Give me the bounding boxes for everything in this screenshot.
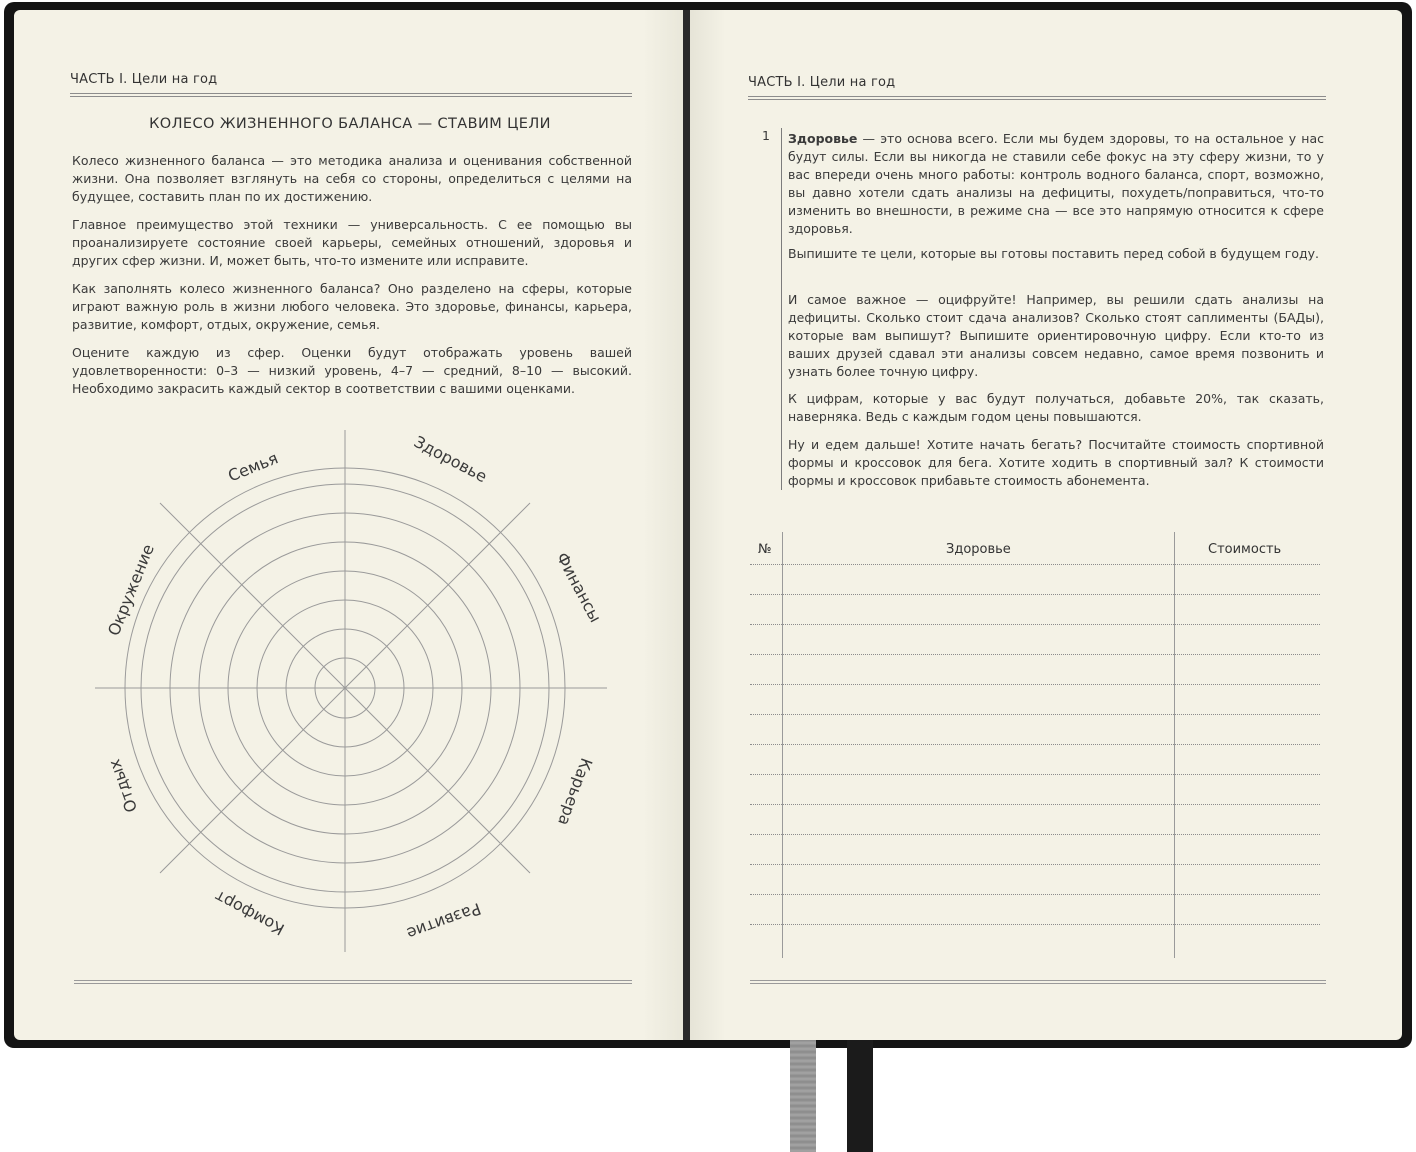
right-paragraph-4: К цифрам, которые у вас будут получаться, добавьте 20%, так сказать, наверняка. Ведь с каждым годом цены повышаются. xyxy=(788,391,1324,424)
table-row-line xyxy=(750,564,1320,565)
right-paragraph-5: Ну и едем дальше! Хотите начать бегать? Посчитайте стоимость спортивной формы и кроссовок для бега. Хотите ходить в спортивный зал? К стоимости формы и кроссовок прибавьте стоимость абонемента. xyxy=(788,437,1324,488)
right-running-head: ЧАСТЬ I. Цели на год xyxy=(748,75,896,90)
right-paragraph-1 xyxy=(788,130,1324,238)
table-row-line xyxy=(750,624,1320,625)
table-row-line xyxy=(750,744,1320,745)
table-row-line xyxy=(750,924,1320,925)
left-footer-rule xyxy=(74,980,632,984)
item-number: 1 xyxy=(762,128,770,143)
table-row-line xyxy=(750,864,1320,865)
left-running-head: ЧАСТЬ I. Цели на год xyxy=(70,72,218,87)
table-row-line xyxy=(750,714,1320,715)
sector-label-career: Карьера xyxy=(554,755,597,829)
book-spine-gutter xyxy=(683,10,690,1040)
item-side-rule xyxy=(781,128,782,490)
left-paragraph-1: Колесо жизненного баланса — это методика анализа и оценивания собственной жизни. Она позволяет взглянуть на себя со стороны, определиться с целями на будущее, составить план по их достижению. xyxy=(72,153,632,204)
sector-label-environment: Окружение xyxy=(103,541,158,639)
table-row-line xyxy=(750,594,1320,595)
table-row-line xyxy=(750,804,1320,805)
right-footer-rule xyxy=(750,980,1326,984)
sector-label-comfort: Комфорт xyxy=(211,886,288,940)
health-keyword: Здоровье xyxy=(788,131,858,146)
health-goals-table xyxy=(750,532,1320,960)
table-row-line xyxy=(750,654,1320,655)
bookmark-ribbon-black[interactable] xyxy=(847,1040,873,1152)
bookmark-ribbon-grey[interactable] xyxy=(790,1040,816,1152)
table-row-line xyxy=(750,834,1320,835)
sector-label-development: Развитие xyxy=(404,899,484,944)
sector-label-health: Здоровье xyxy=(410,432,491,487)
right-paragraph-2: Выпишите те цели, которые вы готовы поставить перед собой в будущем году. xyxy=(788,246,1320,261)
left-paragraph-2: Главное преимущество этой техники — универсальность. С ее помощью вы проанализируете состояние своей карьеры, семейных отношений, здоровья и других сфер жизни. И, может быть, что-то измените или исправите. xyxy=(72,217,632,268)
right-header-rule xyxy=(748,96,1326,100)
left-paragraph-3: Как заполнять колесо жизненного баланса? Оно разделено на сферы, которые играют важную роль в жизни любого человека. Это здоровье, финансы, карьера, развитие, комфорт, отдых, окружение, семья. xyxy=(72,281,632,332)
table-row-line xyxy=(750,894,1320,895)
left-header-rule xyxy=(70,93,632,97)
sector-label-finances: Финансы xyxy=(552,549,606,626)
sector-label-rest: Отдых xyxy=(104,756,142,816)
page-title: КОЛЕСО ЖИЗНЕННОГО БАЛАНСА — СТАВИМ ЦЕЛИ xyxy=(149,116,551,132)
left-paragraph-4: Оцените каждую из сфер. Оценки будут отображать уровень вашей удовлетворенности: 0–3 — низкий уровень, 4–7 — средний, 8–10 — высокий. Необходимо закрасить каждый сектор в соответствии с вашими оценками. xyxy=(72,345,632,396)
table-row-line xyxy=(750,774,1320,775)
sector-label-family: Семья xyxy=(225,448,281,486)
right-paragraph-3: И самое важное — оцифруйте! Например, вы решили сдать анализы на дефициты. Сколько стоит сдача анализов? Сколько стоят саплименты (БАДы), которые вам выпишут? Выпишите ориентировочную цифру. Если кто-то из ваших друзей сдавал эти анализы совсем недавно, самое время позвонить и узнать более точную цифру. xyxy=(788,292,1324,379)
column-header-number: № xyxy=(758,542,772,557)
table-row-line xyxy=(750,684,1320,685)
life-balance-wheel xyxy=(80,420,620,960)
column-header-health: Здоровье xyxy=(946,542,1011,557)
wheel-spokes xyxy=(95,430,607,952)
right-paragraph-1-text: — это основа всего. Если мы будем здоровы, то на остальное у нас будут силы. Если вы никогда не ставили себе фокус на эту сферу жизни, то у вас впереди очень много работы: контроль водного баланса, спорт, возможно, вы давно хотели сдать анализы на дефициты, похудеть/поправиться, что-то изменить во внешности, в режиме сна — все это напрямую относится к сфере здоровья. xyxy=(788,131,1324,236)
column-header-cost: Стоимость xyxy=(1208,542,1282,557)
